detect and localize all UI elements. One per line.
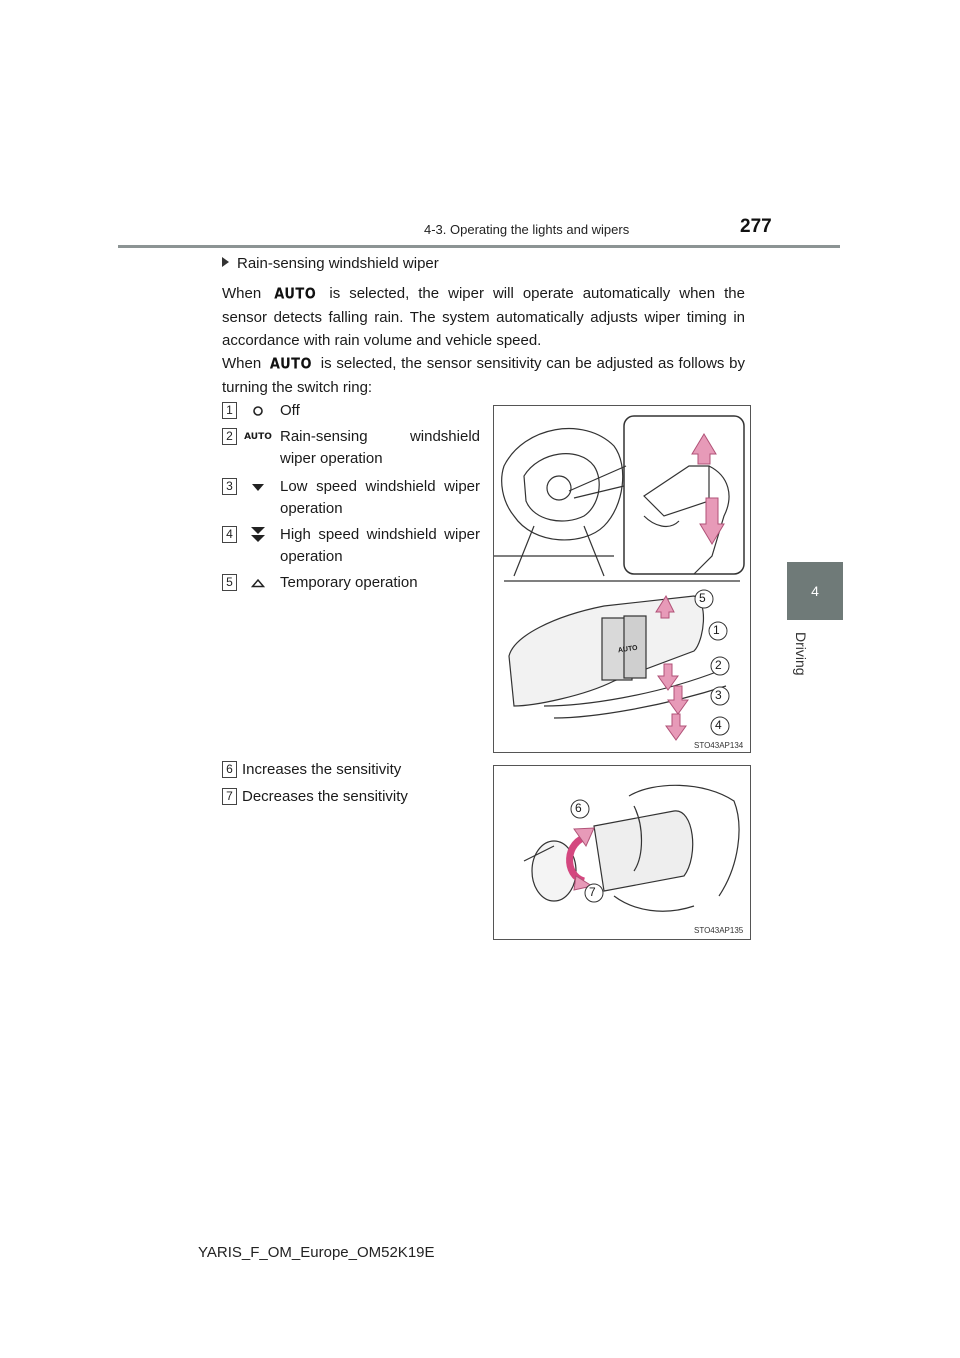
item-text: Decreases the sensitivity [242,788,408,805]
callout-number: 7 [222,788,237,805]
auto-icon-label: AUTO [244,432,272,442]
wiper-lever-drawing [494,406,750,752]
auto-mode-icon: AUTO [274,285,317,304]
single-down-chevron-icon [242,478,274,496]
document-code: YARIS_F_OM_Europe_OM52K19E [198,1244,435,1261]
callout-number: 5 [222,574,237,591]
callout-number: 6 [222,761,237,778]
triangle-bullet-icon [222,257,229,267]
sensitivity-ring-illustration [493,765,751,940]
callout-number: 6 [575,801,582,815]
item-text: Rain-sensing windshield wiper operation [280,428,480,467]
double-down-chevron-icon [242,526,274,544]
section-title-text: Rain-sensing windshield wiper [237,255,439,272]
item-text: Off [280,402,300,419]
sensitivity-ring-drawing [494,766,750,939]
up-chevron-outline-icon [242,574,274,592]
callout-number: 5 [699,591,706,605]
callout-number: 3 [715,688,722,702]
paragraph-auto-description [222,282,745,352]
callout-number: 2 [715,658,722,672]
callout-number: 1 [713,623,720,637]
section-header: 4-3. Operating the lights and wipers [424,222,630,237]
paragraph-sensitivity-description [222,352,745,399]
item-text: Temporary operation [280,574,418,591]
header-divider [118,245,840,248]
callout-number: 2 [222,428,237,445]
chapter-label: Driving [793,632,809,676]
paragraph-text: When [222,285,262,302]
item-text: Increases the sensitivity [242,761,402,778]
auto-mode-icon: AUTO [269,355,313,374]
chapter-tab [787,562,843,620]
section-title [222,255,439,272]
callout-number: 3 [222,478,237,495]
auto-mode-icon [242,428,274,446]
callout-number: 4 [222,526,237,543]
paragraph-text: is selected, the sensor sensitivity can be adjusted as follows by turning the switch ring: [222,355,745,396]
figure-code: STO43AP135 [694,926,744,935]
callout-number: 7 [589,885,596,899]
chapter-number: 4 [811,583,819,599]
callout-number: 1 [222,402,237,419]
item-text: Low speed windshield wiper operation [280,478,480,517]
off-circle-icon [242,402,274,420]
figure-code: STO43AP134 [694,741,744,750]
lever-auto-label: AUTO [617,644,639,655]
callout-number: 4 [715,718,722,732]
paragraph-text: When [222,355,262,372]
page-number: 277 [740,216,772,237]
item-text: High speed windshield wiper operation [280,526,480,565]
wiper-lever-illustration [493,405,751,753]
paragraph-text: is selected, the wiper will operate automatically when the sensor detects falling rain. The system automatically adjusts wiper timing in accordance with rain volume and vehicle speed. [222,285,745,349]
